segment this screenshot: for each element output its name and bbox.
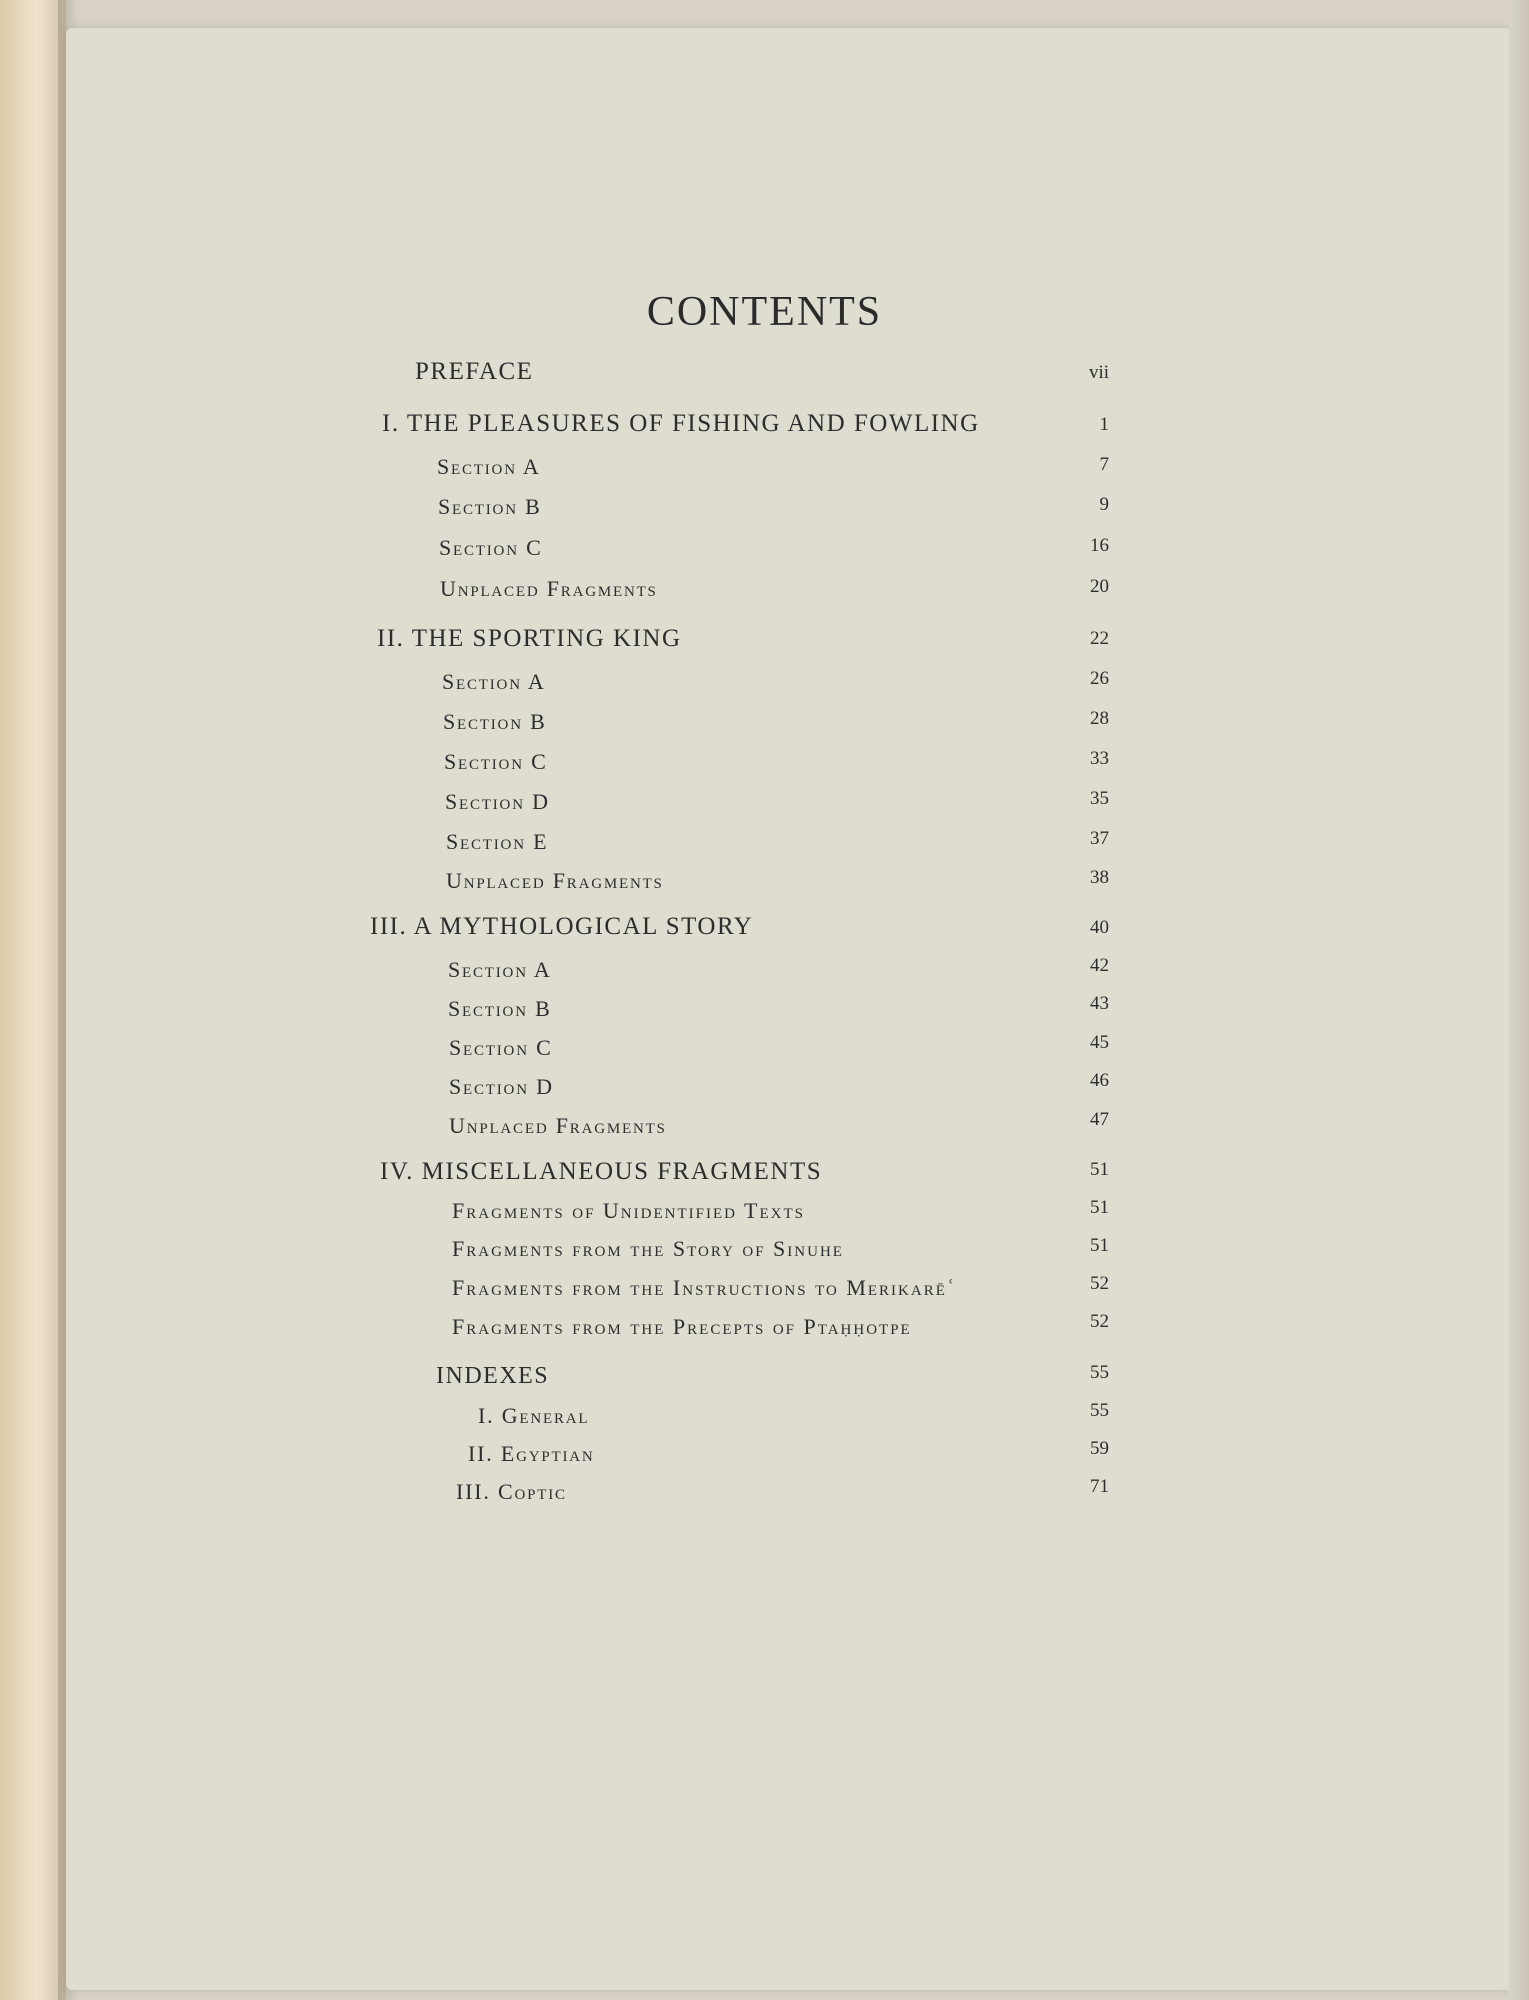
- toc-section: Section C: [444, 749, 548, 774]
- toc-section: Section E: [446, 829, 549, 854]
- toc-page-section: 47: [1090, 1109, 1109, 1130]
- toc-chapter-3: III. A MYTHOLOGICAL STORY: [370, 913, 754, 940]
- toc-section: Unplaced Fragments: [446, 868, 664, 893]
- toc-page-index: 71: [1090, 1476, 1109, 1497]
- toc-page-preface: vii: [1088, 362, 1109, 383]
- toc-page-chapter-2: 22: [1090, 628, 1109, 649]
- toc-page-section: 51: [1090, 1235, 1109, 1256]
- toc-page-section: 7: [1099, 454, 1109, 475]
- contents-title: CONTENTS: [646, 289, 883, 335]
- toc-page-section: 43: [1090, 993, 1109, 1014]
- toc-page-section: 52: [1090, 1311, 1109, 1332]
- toc-section: Section B: [448, 996, 552, 1021]
- toc-index: II. Egyptian: [468, 1441, 595, 1466]
- toc-page-section: 26: [1090, 668, 1109, 689]
- toc-page-section: 16: [1090, 535, 1109, 556]
- toc-page-indexes: 55: [1090, 1362, 1109, 1383]
- toc-page-index: 59: [1090, 1438, 1109, 1459]
- toc-entry-preface: PREFACE: [415, 358, 534, 385]
- toc-page-chapter-4: 51: [1090, 1159, 1109, 1180]
- toc-section: Fragments from the Story of Sinuhe: [452, 1236, 844, 1261]
- toc-section: Unplaced Fragments: [449, 1113, 667, 1138]
- toc-page-chapter-1: 1: [1099, 414, 1109, 435]
- toc-section: Fragments of Unidentified Texts: [452, 1198, 805, 1223]
- toc-section: Fragments from the Precepts of Ptaḥḥotpe: [452, 1314, 912, 1339]
- toc-section: Section B: [438, 494, 542, 519]
- toc-section: Section B: [443, 709, 547, 734]
- toc-page-section: 45: [1090, 1032, 1109, 1053]
- toc-section: Section D: [449, 1074, 554, 1099]
- toc-indexes: INDEXES: [436, 1363, 550, 1389]
- toc-page-section: 35: [1090, 788, 1109, 809]
- toc-page-section: 51: [1090, 1197, 1109, 1218]
- toc-section: Section C: [449, 1035, 553, 1060]
- toc-page-index: 55: [1090, 1400, 1109, 1421]
- toc-section: Fragments from the Instructions to Merikarēʿ: [452, 1275, 957, 1300]
- toc-index: I. General: [478, 1403, 590, 1428]
- toc-page-section: 42: [1090, 955, 1109, 976]
- toc-section: Section C: [439, 535, 543, 560]
- toc-page-section: 37: [1090, 828, 1109, 849]
- toc-section: Section A: [437, 454, 541, 479]
- toc-page-section: 38: [1090, 867, 1109, 888]
- toc-page-section: 46: [1090, 1070, 1109, 1091]
- toc-index: III. Coptic: [456, 1479, 567, 1504]
- toc-chapter-4: IV. MISCELLANEOUS FRAGMENTS: [380, 1158, 823, 1185]
- toc-section: Section A: [448, 957, 552, 982]
- toc-page-section: 28: [1090, 708, 1109, 729]
- toc-page-section: 9: [1099, 494, 1109, 515]
- toc-section: Unplaced Fragments: [440, 576, 658, 601]
- toc-section: Section D: [445, 789, 550, 814]
- toc-page-chapter-3: 40: [1090, 917, 1109, 938]
- toc-chapter-2: II. THE SPORTING KING: [377, 625, 682, 652]
- toc-chapter-1: I. THE PLEASURES OF FISHING AND FOWLING: [382, 410, 980, 437]
- toc-section: Section A: [442, 669, 546, 694]
- toc-page-section: 52: [1090, 1273, 1109, 1294]
- toc-page-section: 20: [1090, 576, 1109, 597]
- toc-page-section: 33: [1090, 748, 1109, 769]
